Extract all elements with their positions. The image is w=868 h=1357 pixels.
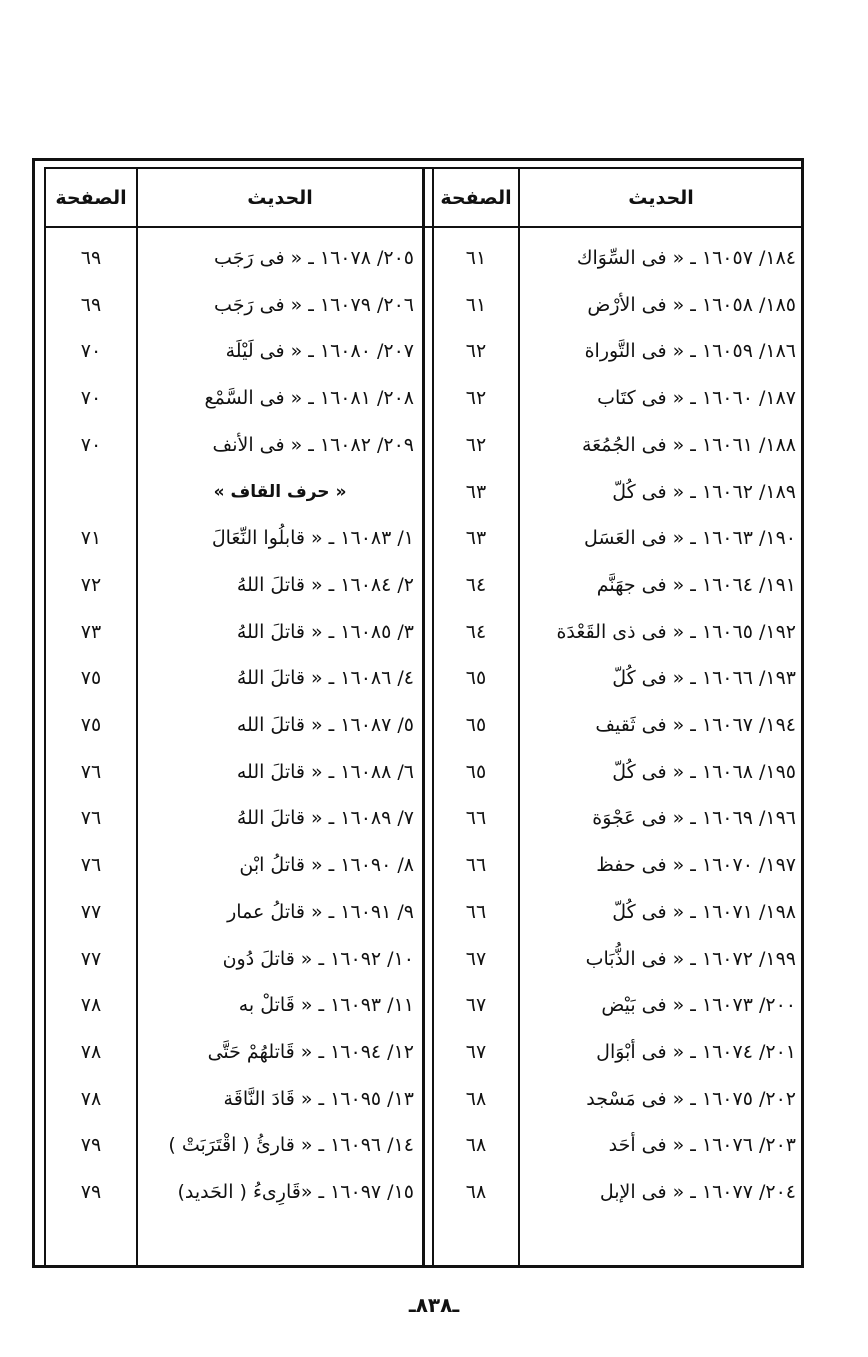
table-right-inner-border xyxy=(802,167,804,1268)
left-page-number: ٧١ xyxy=(80,527,102,550)
right-hadith-entry: ١٨٨/ ١٦٠٦١ ـ « فى الجُمُعَة xyxy=(581,433,796,456)
left-hadith-entry: ١٢/ ١٦٠٩٤ ـ « قَاتلهُمْ حَتَّى xyxy=(207,1040,414,1063)
right-hadith-entry: ١٨٦/ ١٦٠٥٩ ـ « فى التَّوراة xyxy=(584,340,796,363)
left-page-number: ٧٩ xyxy=(80,1181,102,1203)
left-hadith-entry: ٢٠٥/ ١٦٠٧٨ ـ « فى رَجَب xyxy=(214,247,414,269)
left-hadith-entry: ١٤/ ١٦٠٩٦ ـ « قارئُ ( اقْتَرَبَتْ ) xyxy=(168,1134,414,1157)
left-hadith-entry: ٢٠٨/ ١٦٠٨١ ـ « فى السَّمْع xyxy=(204,387,414,410)
right-hadith-entry: ١٩١/ ١٦٠٦٤ ـ « فى جهَنَّم xyxy=(596,573,796,596)
left-page-number: ٦٩ xyxy=(80,293,102,316)
left-hadith-entry: ٣/ ١٦٠٨٥ ـ « قاتلَ اللهُ xyxy=(236,620,414,643)
left-page-number: ٧٥ xyxy=(80,714,102,736)
left-hadith-entry: ٢/ ١٦٠٨٤ ـ « قاتلَ اللهُ xyxy=(236,573,414,596)
right-page-number: ٦٥ xyxy=(465,714,487,736)
right-hadith-entry: ٢٠١/ ١٦٠٧٤ ـ « فى أبْوَال xyxy=(596,1040,796,1063)
left-page-number: ٧٠ xyxy=(80,340,102,363)
right-hadith-entry: ١٩٧/ ١٦٠٧٠ ـ « فى حفظ xyxy=(596,854,796,877)
left-page-number: ٧٠ xyxy=(80,387,102,410)
left-page-number: ٧٦ xyxy=(80,854,102,877)
left-hadith-entry: ٩/ ١٦٠٩١ ـ « قاتلُ عمار xyxy=(227,900,414,923)
right-hadith-entry: ١٩٤/ ١٦٠٦٧ ـ « فى ثَقيف xyxy=(595,714,796,736)
right-hadith-entry: ٢٠٢/ ١٦٠٧٥ ـ « فى مَسْجد xyxy=(586,1087,796,1110)
right-hadith-entry: ١٩٦/ ١٦٠٦٩ ـ « فى عَجْوَة xyxy=(592,807,796,830)
right-page-number: ٦٢ xyxy=(465,387,487,410)
right-hadith-entry: ١٨٧/ ١٦٠٦٠ ـ « فى كتَاب xyxy=(597,387,796,410)
right-hadith-entry: ١٩٥/ ١٦٠٦٨ ـ « فى كُلّ xyxy=(612,760,796,783)
right-page-number: ٦٣ xyxy=(465,527,487,550)
header-right-page: الصفحة xyxy=(440,187,512,209)
left-page-number: ٧٧ xyxy=(80,947,102,970)
right-page-number: ٦٤ xyxy=(465,573,487,596)
left-page-number: ٧٥ xyxy=(80,667,102,690)
right-hadith-entry: ١٨٥/ ١٦٠٥٨ ـ « فى الأرْض xyxy=(587,293,796,316)
section-heading: « حرف القاف » xyxy=(213,481,347,502)
right-hadith-entry: ١٨٩/ ١٦٠٦٢ ـ « فى كُلّ xyxy=(612,480,796,503)
column-divider-left-page xyxy=(136,167,138,1268)
right-hadith-entry: ١٩٨/ ١٦٠٧١ ـ « فى كُلّ xyxy=(612,900,796,923)
left-page-number: ٧٨ xyxy=(80,1087,102,1110)
right-page-number: ٦٨ xyxy=(465,1134,487,1157)
left-hadith-entry: ١١/ ١٦٠٩٣ ـ « قَاتلْ به xyxy=(238,994,414,1017)
right-hadith-entry: ٢٠٣/ ١٦٠٧٦ ـ « فى أحَد xyxy=(608,1134,796,1157)
left-page-number: ٧٦ xyxy=(80,807,102,830)
right-page-number: ٦٤ xyxy=(465,620,487,643)
column-divider-right-page xyxy=(518,167,520,1268)
right-page-number: ٦١ xyxy=(465,293,487,316)
left-page-number: ٧٧ xyxy=(80,900,102,923)
left-hadith-entry: ١٠/ ١٦٠٩٢ ـ « قاتلَ دُون xyxy=(222,947,414,970)
left-hadith-entry: ٥/ ١٦٠٨٧ ـ « قاتلَ الله xyxy=(236,714,414,736)
left-hadith-entry: ٢٠٧/ ١٦٠٨٠ ـ « فى لَيْلَة xyxy=(225,340,414,363)
left-page-number: ٧٨ xyxy=(80,994,102,1017)
left-page-number: ٧٩ xyxy=(80,1134,102,1157)
left-hadith-entry: ٢٠٦/ ١٦٠٧٩ ـ « فى رَجَب xyxy=(214,293,414,316)
left-page-number: ٧٣ xyxy=(80,620,102,643)
left-hadith-entry: ٤/ ١٦٠٨٦ ـ « قاتلَ اللهُ xyxy=(236,667,414,690)
right-page-number: ٦٥ xyxy=(465,667,487,690)
left-hadith-entry: ١/ ١٦٠٨٣ ـ « قابلُوا النِّعَالَ xyxy=(211,527,414,550)
left-hadith-entry: ١٣/ ١٦٠٩٥ ـ « قَادَ النَّاقَة xyxy=(223,1087,414,1110)
right-page-number: ٦٨ xyxy=(465,1181,487,1203)
right-page-number: ٦٧ xyxy=(465,1040,487,1063)
left-page-number: ٧٢ xyxy=(80,573,102,596)
right-hadith-entry: ١٩٣/ ١٦٠٦٦ ـ « فى كُلّ xyxy=(612,667,796,690)
column-divider-center xyxy=(422,167,425,1268)
right-hadith-entry: ١٩٢/ ١٦٠٦٥ ـ « فى ذى القَعْدَة xyxy=(556,620,796,643)
right-page-number: ٦٨ xyxy=(465,1087,487,1110)
left-hadith-entry: ٧/ ١٦٠٨٩ ـ « قاتلَ اللهُ xyxy=(236,807,414,830)
page-number: ـ٨٣٨ـ xyxy=(408,1293,460,1317)
left-hadith-entry: ١٥/ ١٦٠٩٧ ـ «قَارِىءُ ( الحَديد) xyxy=(177,1181,414,1203)
right-page-number: ٦٧ xyxy=(465,947,487,970)
right-hadith-entry: ٢٠٤/ ١٦٠٧٧ ـ « فى الإبل xyxy=(599,1181,796,1203)
left-hadith-entry: ٢٠٩/ ١٦٠٨٢ ـ « فى الأنف xyxy=(212,433,414,456)
right-hadith-entry: ٢٠٠/ ١٦٠٧٣ ـ « فى بَيْض xyxy=(601,994,796,1017)
right-page-number: ٦١ xyxy=(465,247,487,269)
right-hadith-entry: ١٨٤/ ١٦٠٥٧ ـ « فى السِّوَاك xyxy=(576,247,796,269)
right-page-number: ٦٦ xyxy=(465,900,487,923)
header-left-hadith: الحديث xyxy=(247,187,313,209)
right-hadith-entry: ١٩٠/ ١٦٠٦٣ ـ « فى العَسَل xyxy=(584,527,796,550)
header-left-page: الصفحة xyxy=(55,187,127,209)
left-page-number: ٧٦ xyxy=(80,760,102,783)
right-page-number: ٦٦ xyxy=(465,854,487,877)
right-hadith-entry: ١٩٩/ ١٦٠٧٢ ـ « فى الذُّبَاب xyxy=(585,947,796,970)
left-hadith-entry: ٨/ ١٦٠٩٠ ـ « قاتلُ ابْن xyxy=(239,854,414,877)
right-page-number: ٦٥ xyxy=(465,760,487,783)
right-page-number: ٦٢ xyxy=(465,340,487,363)
right-page-number: ٦٣ xyxy=(465,480,487,503)
left-page-number: ٦٩ xyxy=(80,247,102,269)
right-page-number: ٦٧ xyxy=(465,994,487,1017)
right-page-number: ٦٢ xyxy=(465,433,487,456)
left-hadith-entry: ٦/ ١٦٠٨٨ ـ « قاتلَ الله xyxy=(236,760,414,783)
left-page-number: ٧٨ xyxy=(80,1040,102,1063)
right-page-number: ٦٦ xyxy=(465,807,487,830)
header-right-hadith: الحديث xyxy=(628,187,694,209)
left-page-number: ٧٠ xyxy=(80,433,102,456)
